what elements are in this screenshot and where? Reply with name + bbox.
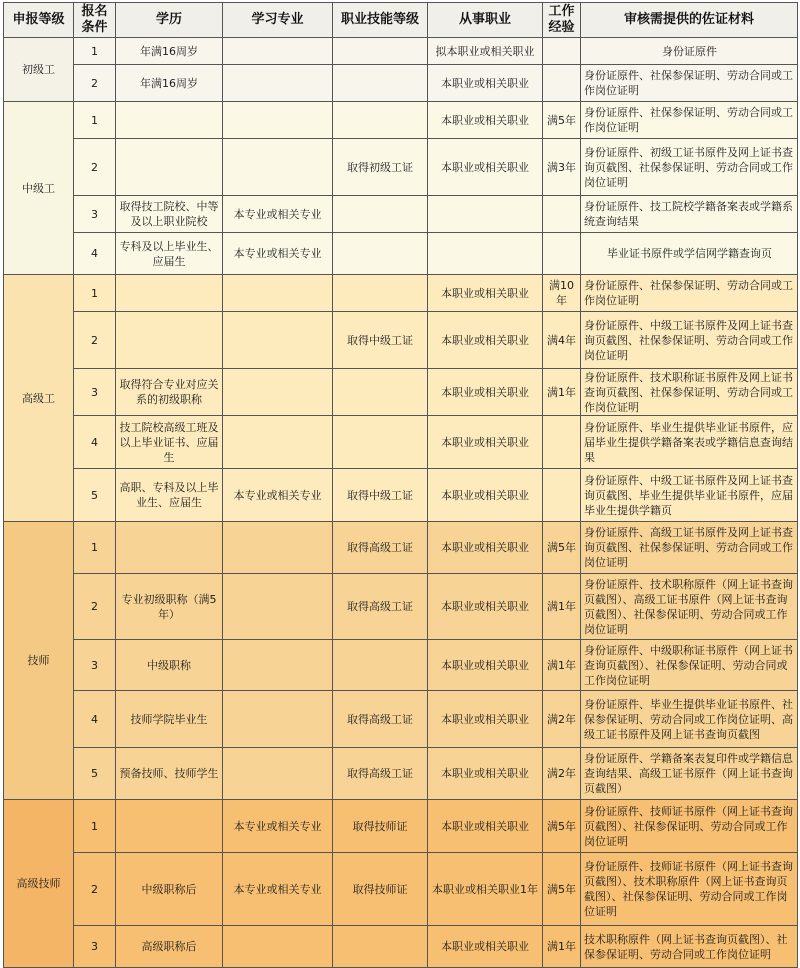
occupation-cell: 本职业或相关职业 (428, 369, 543, 416)
major-cell (223, 369, 333, 416)
education-cell: 取得符合专业对应关系的初级职称 (116, 369, 223, 416)
experience-cell (543, 469, 581, 522)
major-cell: 本专业或相关专业 (223, 800, 333, 853)
experience-cell (543, 38, 581, 65)
major-cell (223, 312, 333, 369)
materials-cell: 毕业证书原件或学信网学籍查询页 (581, 233, 798, 275)
condition-no-cell: 5 (74, 748, 116, 800)
experience-cell: 满1年 (543, 640, 581, 691)
table-row (4, 139, 798, 196)
skill-level-cell: 取得中级工证 (333, 312, 428, 369)
occupation-cell: 本职业或相关职业 (428, 139, 543, 196)
occupation-cell: 本职业或相关职业 (428, 312, 543, 369)
condition-no-cell: 2 (74, 139, 116, 196)
table-row (4, 469, 798, 522)
skill-level-cell (333, 369, 428, 416)
skill-level-cell (333, 640, 428, 691)
experience-cell (543, 416, 581, 469)
header-occupation: 从事职业 (428, 3, 543, 38)
materials-cell: 技术职称原件（网上证书查询页截图）、社保参保证明、劳动合同或工作岗位证明 (581, 926, 798, 968)
major-cell (223, 691, 333, 748)
materials-cell: 身份证原件、中级工证书原件及网上证书查询页截图、毕业生提供毕业证书原件，应届毕业生提供学籍页 (581, 469, 798, 522)
experience-cell: 满2年 (543, 691, 581, 748)
education-cell: 高级职称后 (116, 926, 223, 968)
table-row (4, 65, 798, 102)
header-condition-no: 报名条件 (74, 3, 116, 38)
experience-cell: 满2年 (543, 748, 581, 800)
occupation-cell: 本职业或相关职业1年 (428, 853, 543, 926)
skill-level-cell (333, 233, 428, 275)
condition-no-cell: 3 (74, 196, 116, 233)
table-row (4, 233, 798, 275)
skill-level-cell (333, 416, 428, 469)
table-row (4, 102, 798, 139)
table-row (4, 691, 798, 748)
education-cell: 年满16周岁 (116, 65, 223, 102)
occupation-cell: 本职业或相关职业 (428, 800, 543, 853)
materials-cell: 身份证原件、初级工证书原件及网上证书查询页截图、社保参保证明、劳动合同或工作岗位证明 (581, 139, 798, 196)
level-cell: 高级技师 (4, 800, 74, 968)
condition-no-cell: 2 (74, 574, 116, 640)
table-row (4, 416, 798, 469)
skill-level-cell: 取得初级工证 (333, 139, 428, 196)
condition-no-cell: 4 (74, 233, 116, 275)
education-cell: 年满16周岁 (116, 38, 223, 65)
skill-level-cell: 取得技师证 (333, 800, 428, 853)
experience-cell (543, 196, 581, 233)
table-row (4, 926, 798, 968)
materials-cell: 身份证原件、技工院校学籍备案表或学籍系统查询结果 (581, 196, 798, 233)
experience-cell: 满5年 (543, 102, 581, 139)
table-row (4, 38, 798, 65)
experience-cell (543, 65, 581, 102)
education-cell (116, 275, 223, 312)
education-cell: 中级职称 (116, 640, 223, 691)
major-cell (223, 139, 333, 196)
materials-cell: 身份证原件、技术职称证书原件及网上证书查询页截图、社保参保证明、劳动合同或工作岗位证明 (581, 369, 798, 416)
occupation-cell: 拟本职业或相关职业 (428, 38, 543, 65)
materials-cell: 身份证原件、社保参保证明、劳动合同或工作岗位证明 (581, 275, 798, 312)
skill-level-cell: 取得高级工证 (333, 748, 428, 800)
education-cell: 中级职称后 (116, 853, 223, 926)
occupation-cell: 本职业或相关职业 (428, 691, 543, 748)
header-level: 申报等级 (4, 3, 74, 38)
materials-cell: 身份证原件 (581, 38, 798, 65)
education-cell: 技工院校高级工班及以上毕业证书、应届生 (116, 416, 223, 469)
occupation-cell: 本职业或相关职业 (428, 469, 543, 522)
skill-level-cell (333, 275, 428, 312)
major-cell (223, 416, 333, 469)
condition-no-cell: 4 (74, 691, 116, 748)
skill-level-cell: 取得高级工证 (333, 574, 428, 640)
skill-level-cell: 取得高级工证 (333, 522, 428, 574)
materials-cell: 身份证原件、中级工证书原件及网上证书查询页截图、社保参保证明、劳动合同或工作岗位证明 (581, 312, 798, 369)
condition-no-cell: 2 (74, 853, 116, 926)
table-row (4, 640, 798, 691)
table-row (4, 800, 798, 853)
materials-cell: 身份证原件、技术职称原件（网上证书查询页截图）、高级工证书原件（网上证书查询页截图）、社保参保证明、劳动合同或工作岗位证明 (581, 574, 798, 640)
level-cell: 中级工 (4, 102, 74, 275)
experience-cell: 满3年 (543, 139, 581, 196)
condition-no-cell: 1 (74, 38, 116, 65)
header-education: 学历 (116, 3, 223, 38)
occupation-cell: 本职业或相关职业 (428, 102, 543, 139)
level-cell: 初级工 (4, 38, 74, 102)
materials-cell: 身份证原件、技师证书原件（网上证书查询页截图）、技术职称原件（网上证书查询页截图）、社保参保证明、劳动合同或工作岗位证明 (581, 853, 798, 926)
table-row (4, 312, 798, 369)
experience-cell: 满1年 (543, 926, 581, 968)
occupation-cell: 本职业或相关职业 (428, 275, 543, 312)
major-cell: 本专业或相关专业 (223, 469, 333, 522)
major-cell (223, 65, 333, 102)
major-cell (223, 748, 333, 800)
experience-cell: 满1年 (543, 574, 581, 640)
condition-no-cell: 3 (74, 926, 116, 968)
condition-no-cell: 3 (74, 369, 116, 416)
header-major: 学习专业 (223, 3, 333, 38)
education-cell: 高职、专科及以上毕业生、应届生 (116, 469, 223, 522)
education-cell: 取得技工院校、中等及以上职业院校 (116, 196, 223, 233)
education-cell: 预备技师、技师学生 (116, 748, 223, 800)
skill-level-cell (333, 926, 428, 968)
materials-cell: 身份证原件、高级工证书原件及网上证书查询页截图、社保参保证明、劳动合同或工作岗位证明 (581, 522, 798, 574)
skill-level-cell (333, 38, 428, 65)
education-cell: 技师学院毕业生 (116, 691, 223, 748)
occupation-cell: 本职业或相关职业 (428, 574, 543, 640)
skill-level-cell: 取得技师证 (333, 853, 428, 926)
skill-level-cell: 取得中级工证 (333, 469, 428, 522)
materials-cell: 身份证原件、毕业生提供毕业证书原件，应届毕业生提供学籍备案表或学籍信息查询结果 (581, 416, 798, 469)
major-cell (223, 522, 333, 574)
skill-level-cell (333, 102, 428, 139)
materials-cell: 身份证原件、社保参保证明、劳动合同或工作岗位证明 (581, 65, 798, 102)
education-cell: 专业初级职称（满5年） (116, 574, 223, 640)
header-skill-level: 职业技能等级 (333, 3, 428, 38)
occupation-cell: 本职业或相关职业 (428, 522, 543, 574)
education-cell (116, 139, 223, 196)
occupation-cell: 本职业或相关职业 (428, 65, 543, 102)
major-cell (223, 640, 333, 691)
table-row (4, 196, 798, 233)
condition-no-cell: 2 (74, 65, 116, 102)
experience-cell: 满5年 (543, 853, 581, 926)
materials-cell: 身份证原件、社保参保证明、劳动合同或工作岗位证明 (581, 102, 798, 139)
experience-cell: 满10年 (543, 275, 581, 312)
level-cell: 技师 (4, 522, 74, 800)
skill-level-cell (333, 65, 428, 102)
condition-no-cell: 1 (74, 275, 116, 312)
condition-no-cell: 3 (74, 640, 116, 691)
condition-no-cell: 1 (74, 102, 116, 139)
occupation-cell: 本职业或相关职业 (428, 748, 543, 800)
table-body (4, 38, 798, 968)
occupation-cell (428, 196, 543, 233)
materials-cell: 身份证原件、技师证书原件（网上证书查询页截图）、社保参保证明、劳动合同或工作岗位证明 (581, 800, 798, 853)
occupation-cell: 本职业或相关职业 (428, 416, 543, 469)
requirements-table (3, 2, 798, 968)
table-row (4, 748, 798, 800)
experience-cell: 满4年 (543, 312, 581, 369)
table-row (4, 275, 798, 312)
header-materials: 审核需提供的佐证材料 (581, 3, 798, 38)
major-cell (223, 102, 333, 139)
major-cell (223, 926, 333, 968)
experience-cell: 满1年 (543, 369, 581, 416)
education-cell (116, 312, 223, 369)
occupation-cell: 本职业或相关职业 (428, 926, 543, 968)
skill-level-cell (333, 196, 428, 233)
materials-cell: 身份证原件、学籍备案表复印件或学籍信息查询结果、高级工证书原件（网上证书查询页截图） (581, 748, 798, 800)
condition-no-cell: 4 (74, 416, 116, 469)
skill-level-cell: 取得高级工证 (333, 691, 428, 748)
occupation-cell: 本职业或相关职业 (428, 640, 543, 691)
major-cell: 本专业或相关专业 (223, 853, 333, 926)
major-cell (223, 574, 333, 640)
condition-no-cell: 5 (74, 469, 116, 522)
header-row (4, 3, 798, 38)
education-cell (116, 522, 223, 574)
education-cell (116, 102, 223, 139)
major-cell: 本专业或相关专业 (223, 196, 333, 233)
level-cell: 高级工 (4, 275, 74, 522)
table-row (4, 853, 798, 926)
major-cell (223, 38, 333, 65)
education-cell (116, 800, 223, 853)
condition-no-cell: 1 (74, 522, 116, 574)
materials-cell: 身份证原件、毕业生提供毕业证书原件、社保参保证明、劳动合同或工作岗位证明、高级工证书原件及网上证书查询页截图 (581, 691, 798, 748)
condition-no-cell: 2 (74, 312, 116, 369)
experience-cell (543, 233, 581, 275)
header-experience: 工作经验 (543, 3, 581, 38)
table-row (4, 369, 798, 416)
occupation-cell (428, 233, 543, 275)
major-cell: 本专业或相关专业 (223, 233, 333, 275)
major-cell (223, 275, 333, 312)
materials-cell: 身份证原件、中级职称证书原件（网上证书查询页截图）、社保参保证明、劳动合同或工作岗位证明 (581, 640, 798, 691)
table-row (4, 522, 798, 574)
table-row (4, 574, 798, 640)
condition-no-cell: 1 (74, 800, 116, 853)
experience-cell: 满5年 (543, 522, 581, 574)
experience-cell: 满5年 (543, 800, 581, 853)
education-cell: 专科及以上毕业生、应届生 (116, 233, 223, 275)
